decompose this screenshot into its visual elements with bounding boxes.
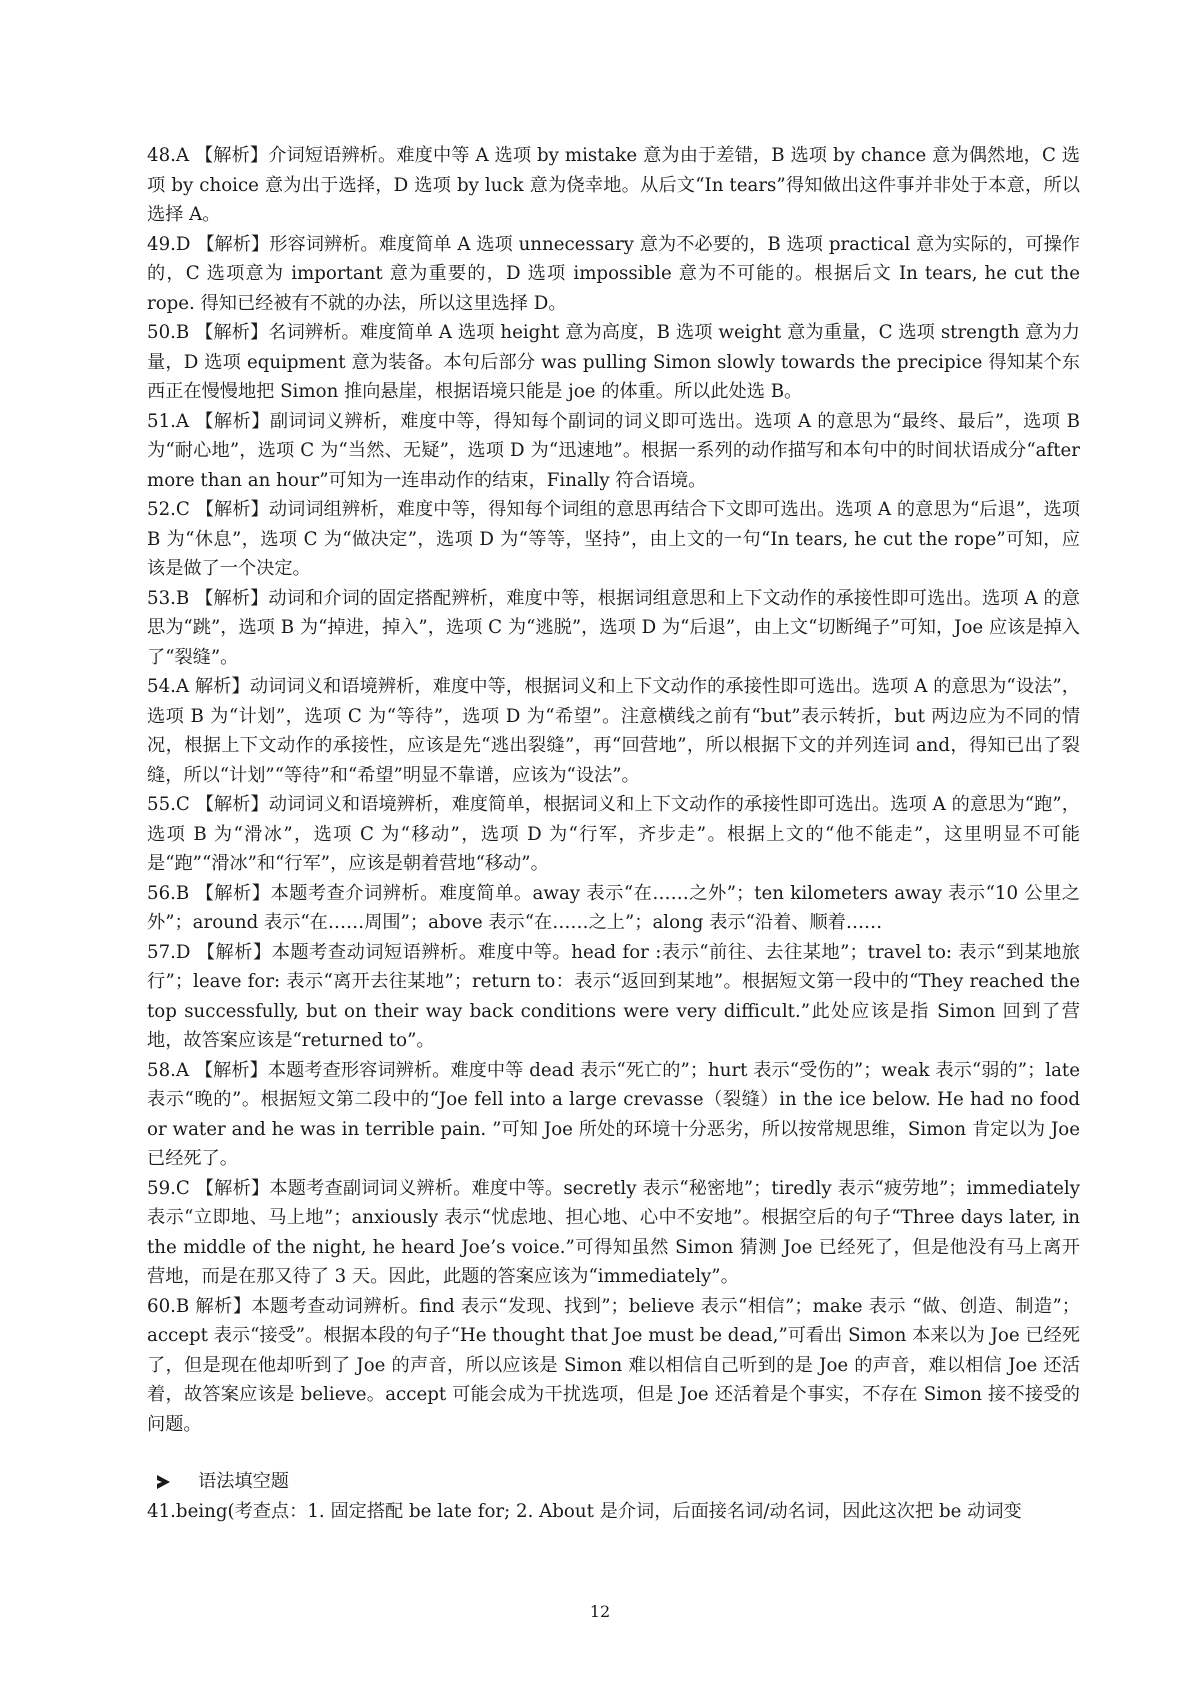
answer-57: 57.D 【解析】本题考查动词短语辨析。难度中等。head for :表示“前往、去往某地”；travel to: 表示“到某地旅行”；leave for: 表示“离开去往某地”；return to：表示“返回到某地”。根据短文第一段中的“They reached the top successfully, but on their way back conditions were very difficult.”此处应该是指 Simon 回到了营地，故答案应该是“returned to”。 [147, 941, 1080, 1051]
arrow-bullet-icon [157, 1475, 170, 1489]
answer-56: 56.B 【解析】本题考查介词辨析。难度简单。away 表示“在……之外”；ten kilometers away 表示“10 公里之外”；around 表示“在……周围”；above 表示“在……之上”；along 表示“沿着、顺着…… [147, 882, 1080, 933]
answer-53: 53.B 【解析】动词和介词的固定搭配辨析，难度中等，根据词组意思和上下文动作的承接性即可选出。选项 A 的意思为“跳”，选项 B 为“掉进，掉入”，选项 C 为“逃脱”，选项 D 为“后退”，由上文“切断绳子”可知，Joe 应该是掉入了“裂缝”。 [147, 587, 1080, 668]
answer-50: 50.B 【解析】名词辨析。难度简单 A 选项 height 意为高度，B 选项 weight 意为重量，C 选项 strength 意为力量，D 选项 equipment 意为装备。本句后部分 was pulling Simon slowly towards the precipice 得知某个东西正在慢慢地把 Simon 推向悬崖，根据语境只能是 joe 的体重。所以此处选 B。 [147, 322, 1080, 402]
page-number: 12 [589, 1602, 611, 1621]
grammar-section-title: 语法填空题 [198, 1471, 289, 1492]
answer-54: 54.A 解析】动词词义和语境辨析，难度中等，根据词义和上下文动作的承接性即可选出。选项 A 的意思为“设法”，选项 B 为“计划”，选项 C 为“等待”，选项 D 为“希望”。注意横线之前有“but”表示转折，but 两边应为不同的情况，根据上下文动作的承接性，应该是先“逃出裂缝”，再“回营地”，所以根据下文的并列连词 and，得知已出了裂缝，所以“计划”“等待”和“希望”明显不靠谱，应该为“设法”。 [147, 676, 1081, 786]
grammar-section-heading [147, 1467, 1080, 1497]
answer-52: 52.C 【解析】动词词组辨析，难度中等，得知每个词组的意思再结合下文即可选出。选项 A 的意思为“后退”，选项 B 为“休息”，选项 C 为“做决定”，选项 D 为“等等，坚持”，由上文的一句“In tears, he cut the rope”可知，应该是做了一个决定。 [147, 499, 1080, 579]
answer-49: 49.D 【解析】形容词辨析。难度简单 A 选项 unnecessary 意为不必要的，B 选项 practical 意为实际的，可操作的，C 选项意为 important 意为重要的，D 选项 impossible 意为不可能的。根据后文 In tears, he cut the rope. 得知已经被有不就的办法，所以这里选择 D。 [147, 233, 1080, 314]
document-body [147, 141, 1080, 1526]
answer-55: 55.C 【解析】动词词义和语境辨析，难度简单，根据词义和上下文动作的承接性即可选出。选项 A 的意思为“跑”，选项 B 为“滑冰”，选项 C 为“移动”，选项 D 为“行军，齐步走”。根据上文的“他不能走”，这里明显不可能是“跑”“滑冰”和“行军”，应该是朝着营地“移动”。 [147, 794, 1080, 874]
answer-58: 58.A 【解析】本题考查形容词辨析。难度中等 dead 表示“死亡的”；hurt 表示“受伤的”；weak 表示“弱的”；late 表示“晚的”。根据短文第二段中的“Joe fell into a large crevasse（裂缝）in the ice below. He had no food or water and he was in terrible pain. ”可知 Joe 所处的环境十分恶劣，所以按常规思维，Simon 肯定以为 Joe 已经死了。 [147, 1059, 1080, 1169]
answer-60: 60.B 解析】本题考查动词辨析。find 表示“发现、找到”；believe 表示“相信”；make 表示 “做、创造、制造”；accept 表示“接受”。根据本段的句子“He thought that Joe must be dead,”可看出 Simon 本来以为 Joe 已经死了，但是现在他却听到了 Joe 的声音，所以应该是 Simon 难以相信自己听到的是 Joe 的声音，难以相信 Joe 还活着，故答案应该是 believe。accept 可能会成为干扰选项，但是 Joe 还活着是个事实，不存在 Simon 接不接受的问题。 [147, 1295, 1080, 1435]
answer-48: 48.A 【解析】介词短语辨析。难度中等 A 选项 by mistake 意为由于差错，B 选项 by chance 意为偶然地，C 选项 by choice 意为出于选择，D 选项 by luck 意为侥幸地。从后文“In tears”得知做出这件事并非处于本意，所以选择 A。 [147, 145, 1080, 225]
grammar-answer-41: 41.being(考查点：1. 固定搭配 be late for; 2. About 是介词，后面接名词/动名词，因此这次把 be 动词变 [147, 1500, 1022, 1522]
answer-59: 59.C 【解析】本题考查副词词义辨析。难度中等。secretly 表示“秘密地”；tiredly 表示“疲劳地”；immediately 表示“立即地、马上地”；anxiously 表示“忧虑地、担心地、心中不安地”。根据空后的句子“Three days later, in the middle of the night, he heard Joe’s voice.”可得知虽然 Simon 猜测 Joe 已经死了，但是他没有马上离开营地，而是在那又待了 3 天。因此，此题的答案应该为“immediately”。 [147, 1177, 1080, 1287]
answer-51: 51.A 【解析】副词词义辨析，难度中等，得知每个副词的词义即可选出。选项 A 的意思为“最终、最后”，选项 B 为“耐心地”，选项 C 为“当然、无疑”，选项 D 为“迅速地”。根据一系列的动作描写和本句中的时间状语成分“after more than an hour”可知为一连串动作的结束，Finally 符合语境。 [147, 410, 1080, 491]
